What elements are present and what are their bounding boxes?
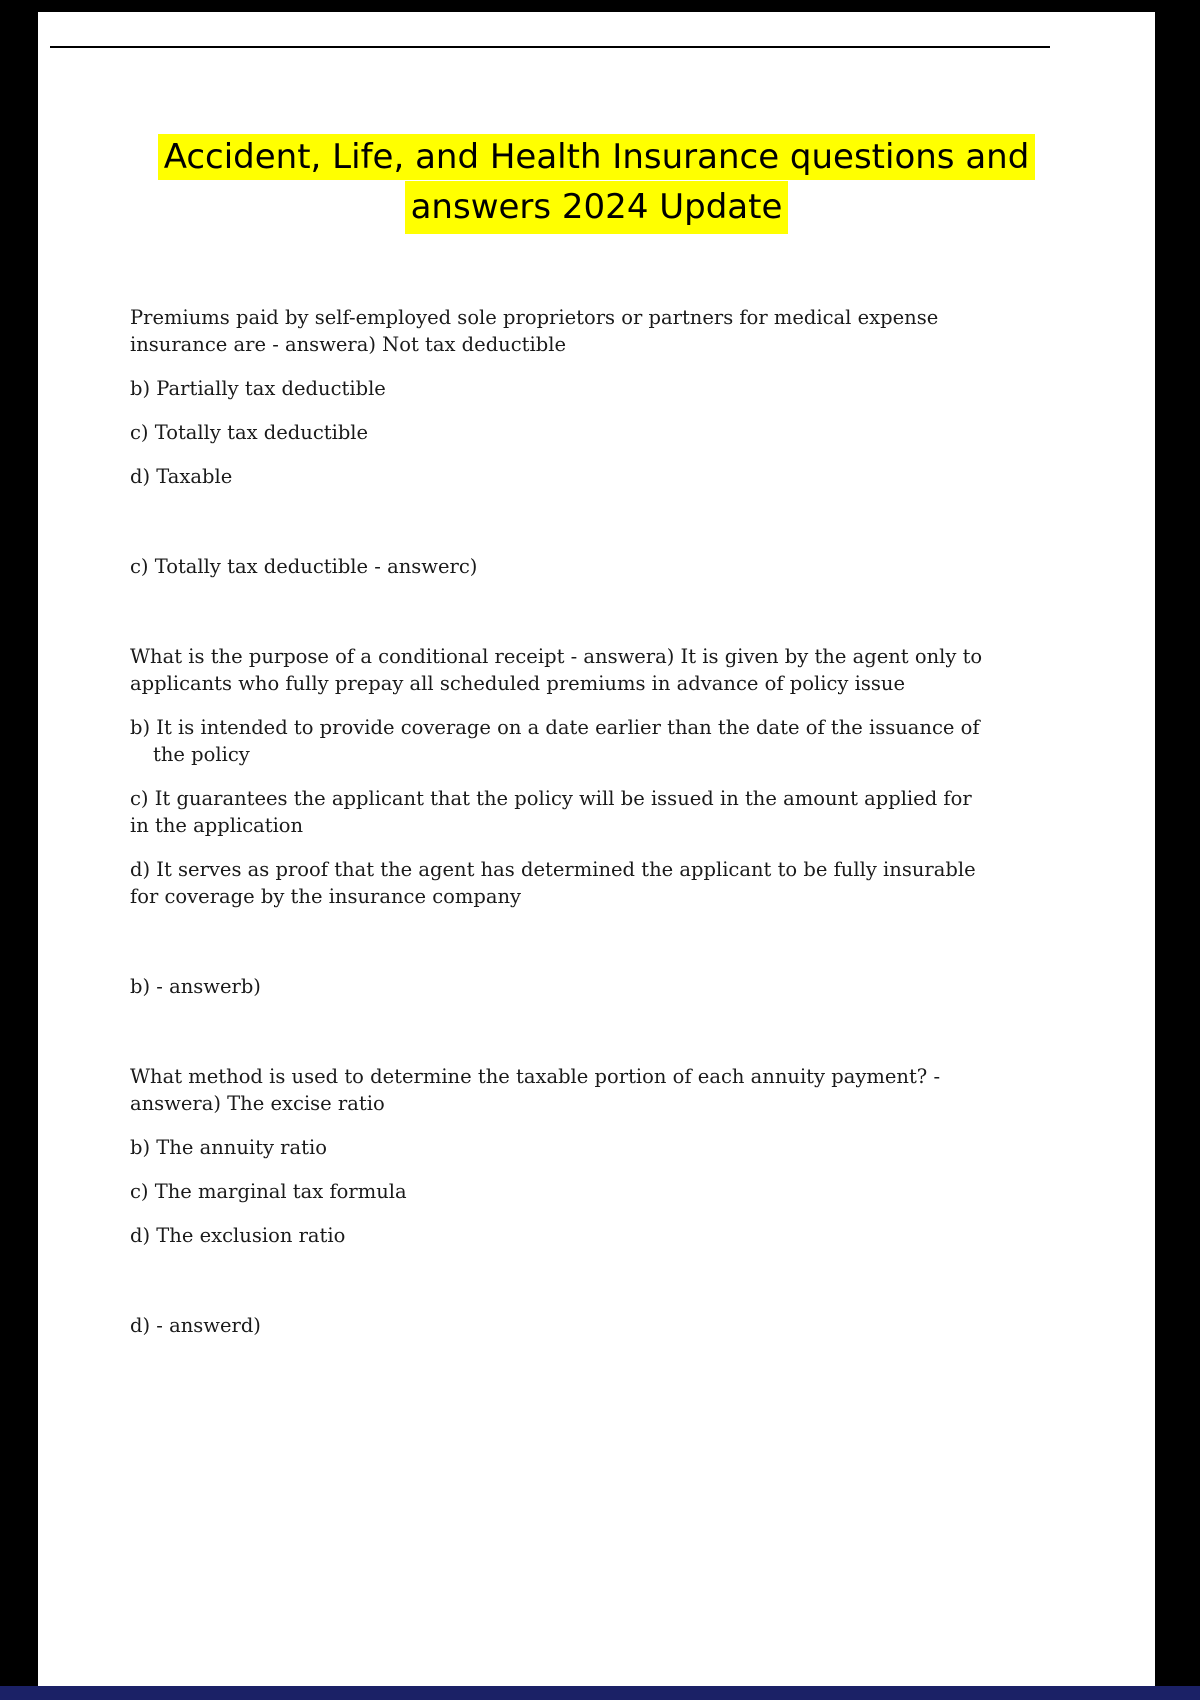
bottom-bar [0,1686,1200,1700]
page-title-line2: answers 2024 Update [405,181,789,234]
option-text: d) The exclusion ratio [130,1224,346,1247]
document-page [38,12,1155,1686]
option-text: c) Totally tax deductible [130,421,369,444]
question-text: Premiums paid by self-employed sole proprietors or partners for medical expense insurance are - answera) Not tax deductible [130,306,939,356]
option-text: d) It serves as proof that the agent has determined the applicant to be fully insurable for coverage by the insurance company [130,858,976,908]
option-text: b) The annuity ratio [130,1136,327,1159]
option-text: b) It is intended to provide coverage on a date earlier than the date of the issuance of the policy [130,716,980,766]
answer-text: c) Totally tax deductible - answerc) [130,555,478,578]
question-text: What is the purpose of a conditional receipt - answera) It is given by the agent only to applicants who fully prepay all scheduled premiums in advance of policy issue [130,645,983,695]
document-body [38,304,1155,1339]
answer-text: d) - answerd) [130,1314,261,1337]
page-title [68,134,1125,234]
answer-text: b) - answerb) [130,975,261,998]
option-text: b) Partially tax deductible [130,377,386,400]
header-rule [50,46,1050,48]
question-text: What method is used to determine the taxable portion of each annuity payment? - answera) The excise ratio [130,1065,941,1115]
option-text: c) The marginal tax formula [130,1180,407,1203]
option-text: c) It guarantees the applicant that the policy will be issued in the amount applied for in the application [130,787,972,837]
page-title-line1: Accident, Life, and Health Insurance questions and [158,134,1036,180]
option-text: d) Taxable [130,465,233,488]
